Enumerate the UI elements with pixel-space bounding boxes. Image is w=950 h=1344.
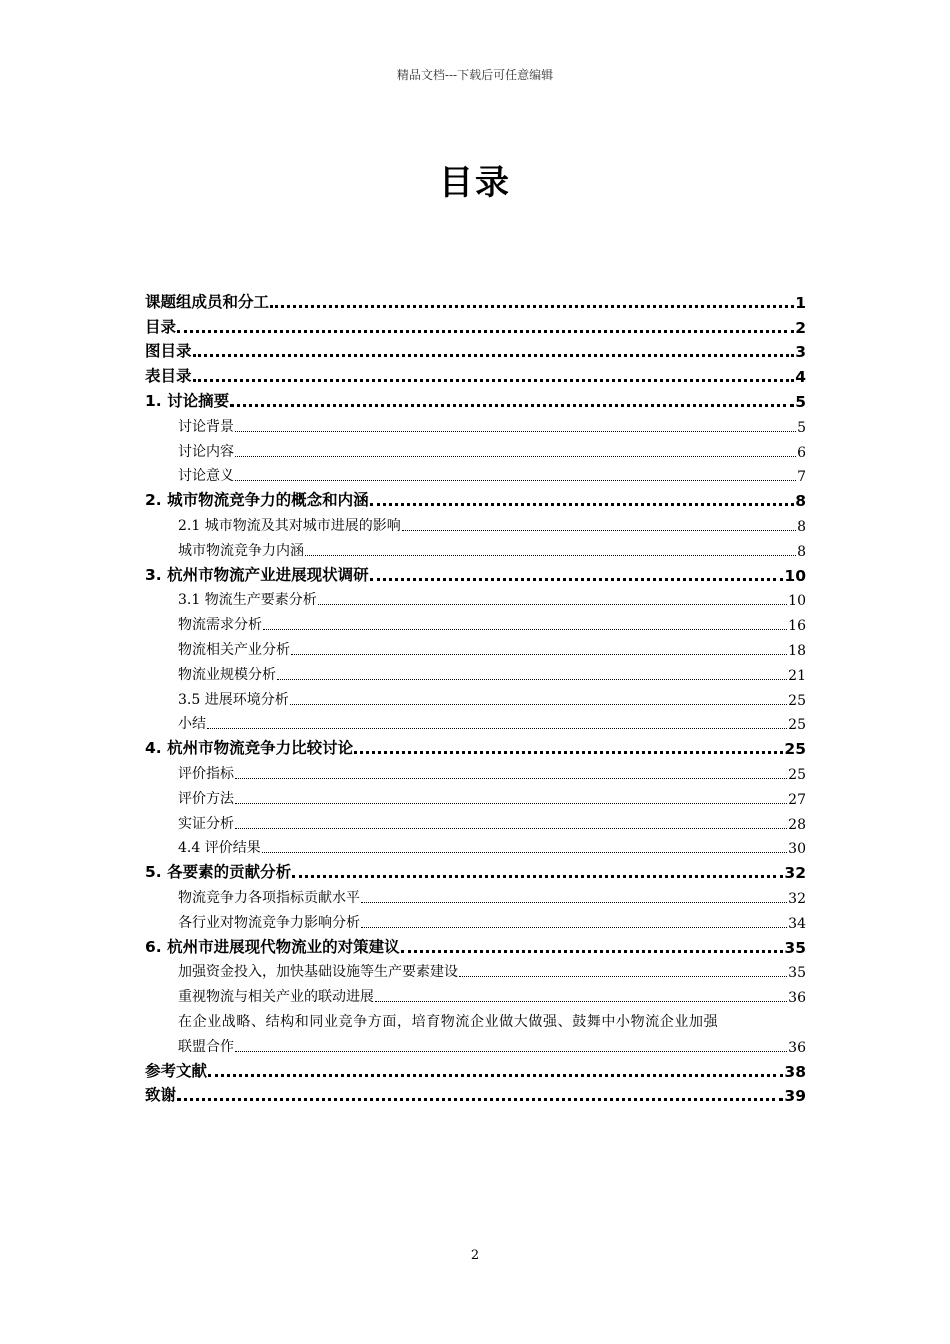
toc-section[interactable]	[145, 461, 806, 486]
dot-leader	[235, 828, 787, 829]
toc-section[interactable]	[145, 981, 806, 1006]
toc-section[interactable]	[145, 634, 806, 659]
toc-entry-text: 3.5 进展环境分析	[178, 691, 289, 708]
toc-page-number: 8	[797, 543, 806, 560]
toc-entry-text: 2. 城市物流竞争力的概念和内涵	[145, 491, 369, 510]
dot-leader	[375, 1001, 787, 1002]
toc-entry-text: 物流相关产业分析	[178, 641, 290, 658]
toc-entry-text: 5. 各要素的贡献分析	[145, 863, 292, 882]
toc-section[interactable]	[145, 510, 806, 535]
toc-entry-line	[178, 1031, 806, 1056]
toc-entry-text: 课题组成员和分工	[145, 292, 270, 311]
toc-page-number: 10	[788, 593, 806, 610]
toc-page-number: 34	[788, 915, 806, 932]
toc-section[interactable]	[145, 535, 806, 560]
dot-leader	[370, 503, 795, 506]
toc-page-number: 39	[784, 1087, 806, 1106]
dot-leader	[235, 1051, 787, 1052]
toc-entry-text: 讨论背景	[178, 418, 234, 435]
toc-entry-text: 小结	[178, 716, 206, 733]
toc-page-number: 25	[788, 692, 806, 709]
toc-entry-text: 参考文献	[145, 1061, 208, 1080]
dot-leader	[292, 875, 783, 878]
toc-entry-text: 城市物流竞争力内涵	[178, 542, 304, 559]
toc-entry-text: 在企业战略、结构和同业竞争方面，培育物流企业做大做强、鼓舞中小物流企业加强	[178, 1013, 719, 1030]
toc-section[interactable]	[145, 758, 806, 783]
dot-leader	[401, 950, 784, 953]
toc-page-number: 18	[788, 642, 806, 659]
dot-leader	[305, 555, 796, 556]
toc-entry-text: 3. 杭州市物流产业进展现状调研	[145, 565, 369, 584]
toc-chapter[interactable]	[145, 560, 806, 585]
dot-leader	[459, 976, 787, 977]
toc-entry-text: 讨论内容	[178, 443, 234, 460]
toc-entry-text: 目录	[145, 317, 177, 336]
toc-section[interactable]	[145, 783, 806, 808]
toc-page-number: 25	[788, 766, 806, 783]
toc-chapter[interactable]	[145, 733, 806, 758]
toc-page-number: 6	[797, 444, 806, 461]
toc-section[interactable]	[145, 808, 806, 833]
dot-leader	[354, 751, 783, 754]
dot-leader	[193, 354, 795, 357]
toc-entry-text: 物流需求分析	[178, 617, 262, 634]
toc-entry-text: 1. 讨论摘要	[145, 391, 230, 410]
toc-page-number: 25	[784, 740, 806, 759]
toc-page-number: 10	[784, 566, 806, 585]
toc-page-number: 36	[788, 990, 806, 1007]
toc-page-number: 8	[797, 518, 806, 535]
toc-section[interactable]	[145, 882, 806, 907]
toc-section[interactable]	[145, 709, 806, 734]
toc-chapter[interactable]	[145, 287, 806, 312]
toc-chapter[interactable]	[145, 1081, 806, 1106]
page-title: 目录	[439, 163, 511, 203]
toc-entry-text: 表目录	[145, 367, 192, 386]
toc-page-number: 35	[784, 938, 806, 957]
toc-page-number: 36	[788, 1039, 806, 1056]
toc-page-number: 28	[788, 816, 806, 833]
toc-chapter[interactable]	[145, 312, 806, 337]
toc-chapter[interactable]	[145, 932, 806, 957]
toc-page-number: 4	[795, 368, 806, 387]
toc-page-number: 5	[797, 419, 806, 436]
dot-leader	[230, 404, 794, 407]
toc-entry-text: 致谢	[145, 1086, 177, 1105]
toc-page-number: 3	[795, 343, 806, 362]
page-header: 精品文档---下载后可任意编辑	[396, 68, 554, 82]
dot-leader	[361, 902, 787, 903]
toc-entry-text: 重视物流与相关产业的联动进展	[178, 989, 374, 1006]
dot-leader	[402, 530, 796, 531]
toc-page-number: 5	[795, 392, 806, 411]
toc-section[interactable]	[145, 659, 806, 684]
toc-entry-text: 各行业对物流竞争力影响分析	[178, 914, 360, 931]
dot-leader	[235, 778, 787, 779]
dot-leader	[235, 803, 787, 804]
toc-page-number: 21	[788, 667, 806, 684]
toc-entry-text: 联盟合作	[178, 1038, 234, 1055]
toc-page-number: 32	[784, 864, 806, 883]
dot-leader	[290, 704, 787, 705]
dot-leader	[291, 654, 787, 655]
dot-leader	[177, 1098, 783, 1101]
dot-leader	[193, 379, 795, 382]
toc-page-number: 35	[788, 965, 806, 982]
toc-section[interactable]	[145, 957, 806, 982]
toc-entry-text: 物流业规模分析	[178, 666, 276, 683]
dot-leader	[235, 431, 796, 432]
page-number: 2	[470, 1248, 480, 1263]
dot-leader	[370, 578, 784, 581]
toc-section[interactable]	[145, 585, 806, 610]
toc-page-number: 16	[788, 618, 806, 635]
toc-page-number: 38	[784, 1062, 806, 1081]
toc-entry-text: 6. 杭州市进展现代物流业的对策建议	[145, 937, 400, 956]
toc-page-number: 30	[788, 841, 806, 858]
toc-section[interactable]	[145, 833, 806, 858]
toc-chapter[interactable]	[145, 361, 806, 386]
toc-entry-text: 实证分析	[178, 815, 234, 832]
dot-leader	[207, 728, 787, 729]
dot-leader	[318, 604, 787, 605]
dot-leader	[235, 456, 796, 457]
toc-section[interactable]	[145, 436, 806, 461]
toc-entry-text: 评价指标	[178, 765, 234, 782]
toc-entry-text: 物流竞争力各项指标贡献水平	[178, 889, 360, 906]
toc-entry-text: 4. 杭州市物流竞争力比较讨论	[145, 739, 354, 758]
toc-page-number: 27	[788, 791, 806, 808]
dot-leader	[277, 679, 787, 680]
toc-section[interactable]	[145, 411, 806, 436]
toc-entry-text: 2.1 城市物流及其对城市进展的影响	[178, 517, 401, 534]
dot-leader	[262, 852, 787, 853]
toc-entry[interactable]	[145, 1006, 806, 1056]
toc-entry-text: 图目录	[145, 342, 192, 361]
toc-chapter[interactable]	[145, 485, 806, 510]
toc-page-number: 32	[788, 890, 806, 907]
toc-section[interactable]	[145, 609, 806, 634]
toc-entry-text: 加强资金投入，加快基础设施等生产要素建设	[178, 964, 458, 981]
dot-leader	[177, 330, 794, 333]
toc-page-number: 8	[795, 492, 806, 511]
toc-page-number: 2	[795, 318, 806, 337]
dot-leader	[263, 629, 787, 630]
toc-entry-text: 4.4 评价结果	[178, 840, 261, 857]
toc-page-number: 25	[788, 717, 806, 734]
toc-entry-text: 评价方法	[178, 790, 234, 807]
toc-section[interactable]	[145, 684, 806, 709]
dot-leader	[208, 1074, 783, 1077]
dot-leader	[361, 927, 787, 928]
toc-entry-text: 3.1 物流生产要素分析	[178, 592, 317, 609]
toc-chapter[interactable]	[145, 1056, 806, 1081]
toc-page-number: 7	[797, 469, 806, 486]
toc-chapter[interactable]	[145, 857, 806, 882]
dot-leader	[235, 480, 796, 481]
toc-section[interactable]	[145, 907, 806, 932]
toc-entry-text: 讨论意义	[178, 468, 234, 485]
toc-chapter[interactable]	[145, 386, 806, 411]
dot-leader	[270, 305, 794, 308]
toc-page-number: 1	[795, 293, 806, 312]
table-of-contents	[145, 287, 806, 1105]
toc-chapter[interactable]	[145, 337, 806, 362]
